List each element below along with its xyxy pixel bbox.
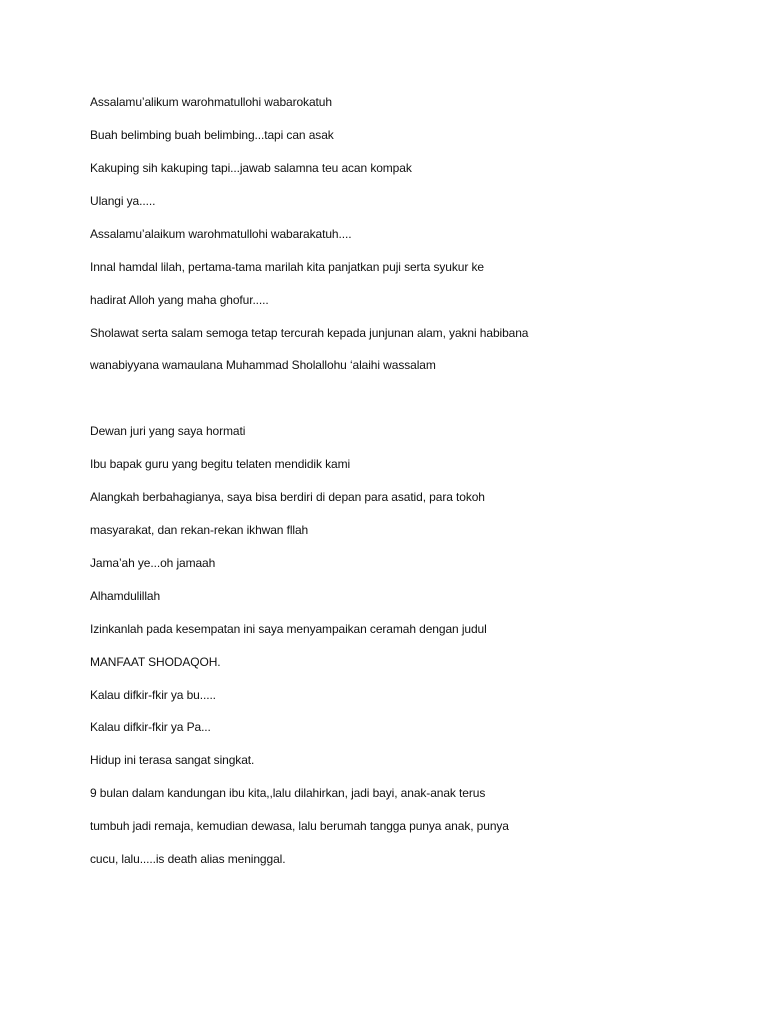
text-line: Alhamdulillah bbox=[90, 589, 161, 603]
text-line: wanabiyyana wamaulana Muhammad Sholallohu ‘alaihi wassalam bbox=[90, 358, 436, 372]
text-line: Ulangi ya..... bbox=[90, 194, 156, 208]
text-line: Buah belimbing buah belimbing...tapi can asak bbox=[90, 128, 334, 142]
text-line: MANFAAT SHODAQOH. bbox=[90, 655, 221, 669]
text-line: Ibu bapak guru yang begitu telaten mendidik kami bbox=[90, 457, 351, 471]
text-line: Dewan juri yang saya hormati bbox=[90, 424, 246, 438]
text-line: hadirat Alloh yang maha ghofur..... bbox=[90, 293, 269, 307]
text-line: Assalamu’alaikum warohmatullohi wabarakatuh.... bbox=[90, 227, 352, 241]
text-line: Kakuping sih kakuping tapi...jawab salamna teu acan kompak bbox=[90, 161, 412, 175]
text-line: Kalau difkir-fkir ya bu..... bbox=[90, 688, 216, 702]
text-line: Hidup ini terasa sangat singkat. bbox=[90, 753, 255, 767]
text-line: 9 bulan dalam kandungan ibu kita,,lalu dilahirkan, jadi bayi, anak-anak terus bbox=[90, 786, 486, 800]
text-line: Innal hamdal lilah, pertama-tama marilah kita panjatkan puji serta syukur ke bbox=[90, 260, 484, 274]
text-line: Jama’ah ye...oh jamaah bbox=[90, 556, 216, 570]
text-line: Alangkah berbahagianya, saya bisa berdiri di depan para asatid, para tokoh bbox=[90, 490, 485, 504]
text-line: tumbuh jadi remaja, kemudian dewasa, lalu berumah tangga punya anak, punya bbox=[90, 819, 509, 833]
text-line: cucu, lalu.....is death alias meninggal. bbox=[90, 852, 286, 866]
text-line: Izinkanlah pada kesempatan ini saya menyampaikan ceramah dengan judul bbox=[90, 622, 487, 636]
text-line: masyarakat, dan rekan-rekan ikhwan fllah bbox=[90, 523, 309, 537]
text-line: Assalamu’alikum warohmatullohi wabarokatuh bbox=[90, 95, 332, 109]
text-line: Sholawat serta salam semoga tetap tercurah kepada junjunan alam, yakni habibana bbox=[90, 326, 529, 340]
text-line: Kalau difkir-fkir ya Pa... bbox=[90, 720, 211, 734]
